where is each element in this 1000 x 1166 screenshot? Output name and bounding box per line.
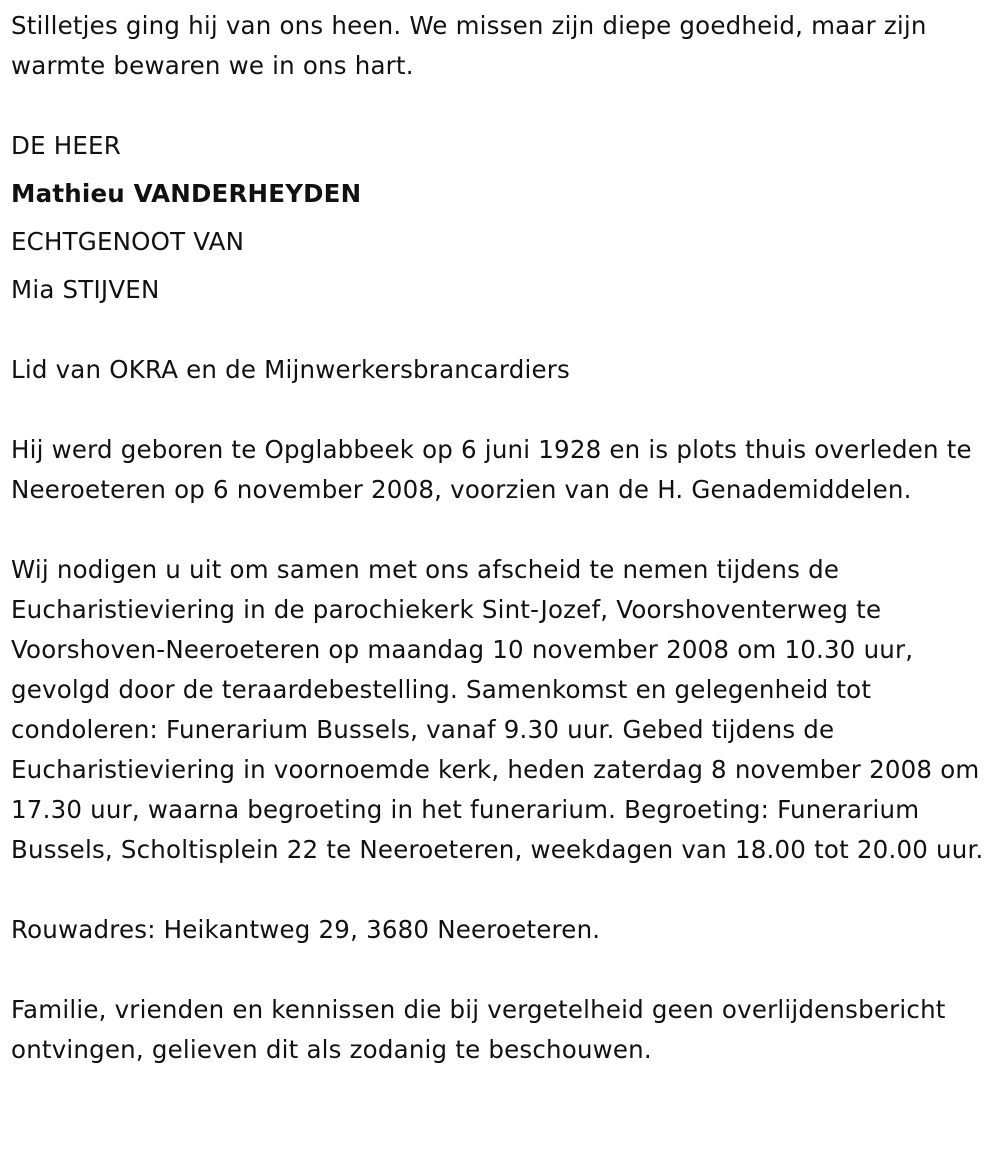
deceased-name: Mathieu VANDERHEYDEN	[11, 179, 362, 208]
name-block	[11, 122, 991, 314]
membership-paragraph: Lid van OKRA en de Mijnwerkersbrancardiers	[11, 355, 571, 384]
birth-death-paragraph: Hij werd geboren te Opglabbeek op 6 juni 1928 en is plots thuis overleden te Neeroeteren op 6 november 2008, voorzien van de H. Genademiddelen.	[11, 435, 972, 504]
obituary-notice	[11, 6, 991, 1070]
spacer	[11, 950, 991, 990]
funeral-paragraph: Wij nodigen u uit om samen met ons afscheid te nemen tijdens de Eucharistieviering in de parochiekerk Sint-Jozef, Voorshoventerweg te Voorshoven-Neeroeteren op maandag 10 november 2008 om 10.30 uur, gevolgd door de teraardebestelling. Samenkomst en gelegenheid tot condoleren: Funerarium Bussels, vanaf 9.30 uur. Gebed tijdens de Eucharistieviering in voornoemde kerk, heden zaterdag 8 november 2008 om 17.30 uur, waarna begroeting in het funerarium. Begroeting: Funerarium Bussels, Scholtisplein 22 te Neeroeteren, weekdagen van 18.00 tot 20.00 uur.	[11, 555, 984, 864]
spacer	[11, 310, 991, 350]
spacer	[11, 390, 991, 430]
spacer	[11, 86, 991, 126]
relation-line: ECHTGENOOT VAN	[11, 227, 245, 256]
address-paragraph: Rouwadres: Heikantweg 29, 3680 Neeroeteren.	[11, 915, 601, 944]
spouse-name: Mia STIJVEN	[11, 275, 160, 304]
spacer	[11, 510, 991, 550]
intro-paragraph: Stilletjes ging hij van ons heen. We missen zijn diepe goedheid, maar zijn warmte bewaren we in ons hart.	[11, 11, 927, 80]
closing-paragraph: Familie, vrienden en kennissen die bij vergetelheid geen overlijdensbericht ontvingen, gelieven dit als zodanig te beschouwen.	[11, 995, 946, 1064]
spacer	[11, 870, 991, 910]
title-line: DE HEER	[11, 131, 121, 160]
